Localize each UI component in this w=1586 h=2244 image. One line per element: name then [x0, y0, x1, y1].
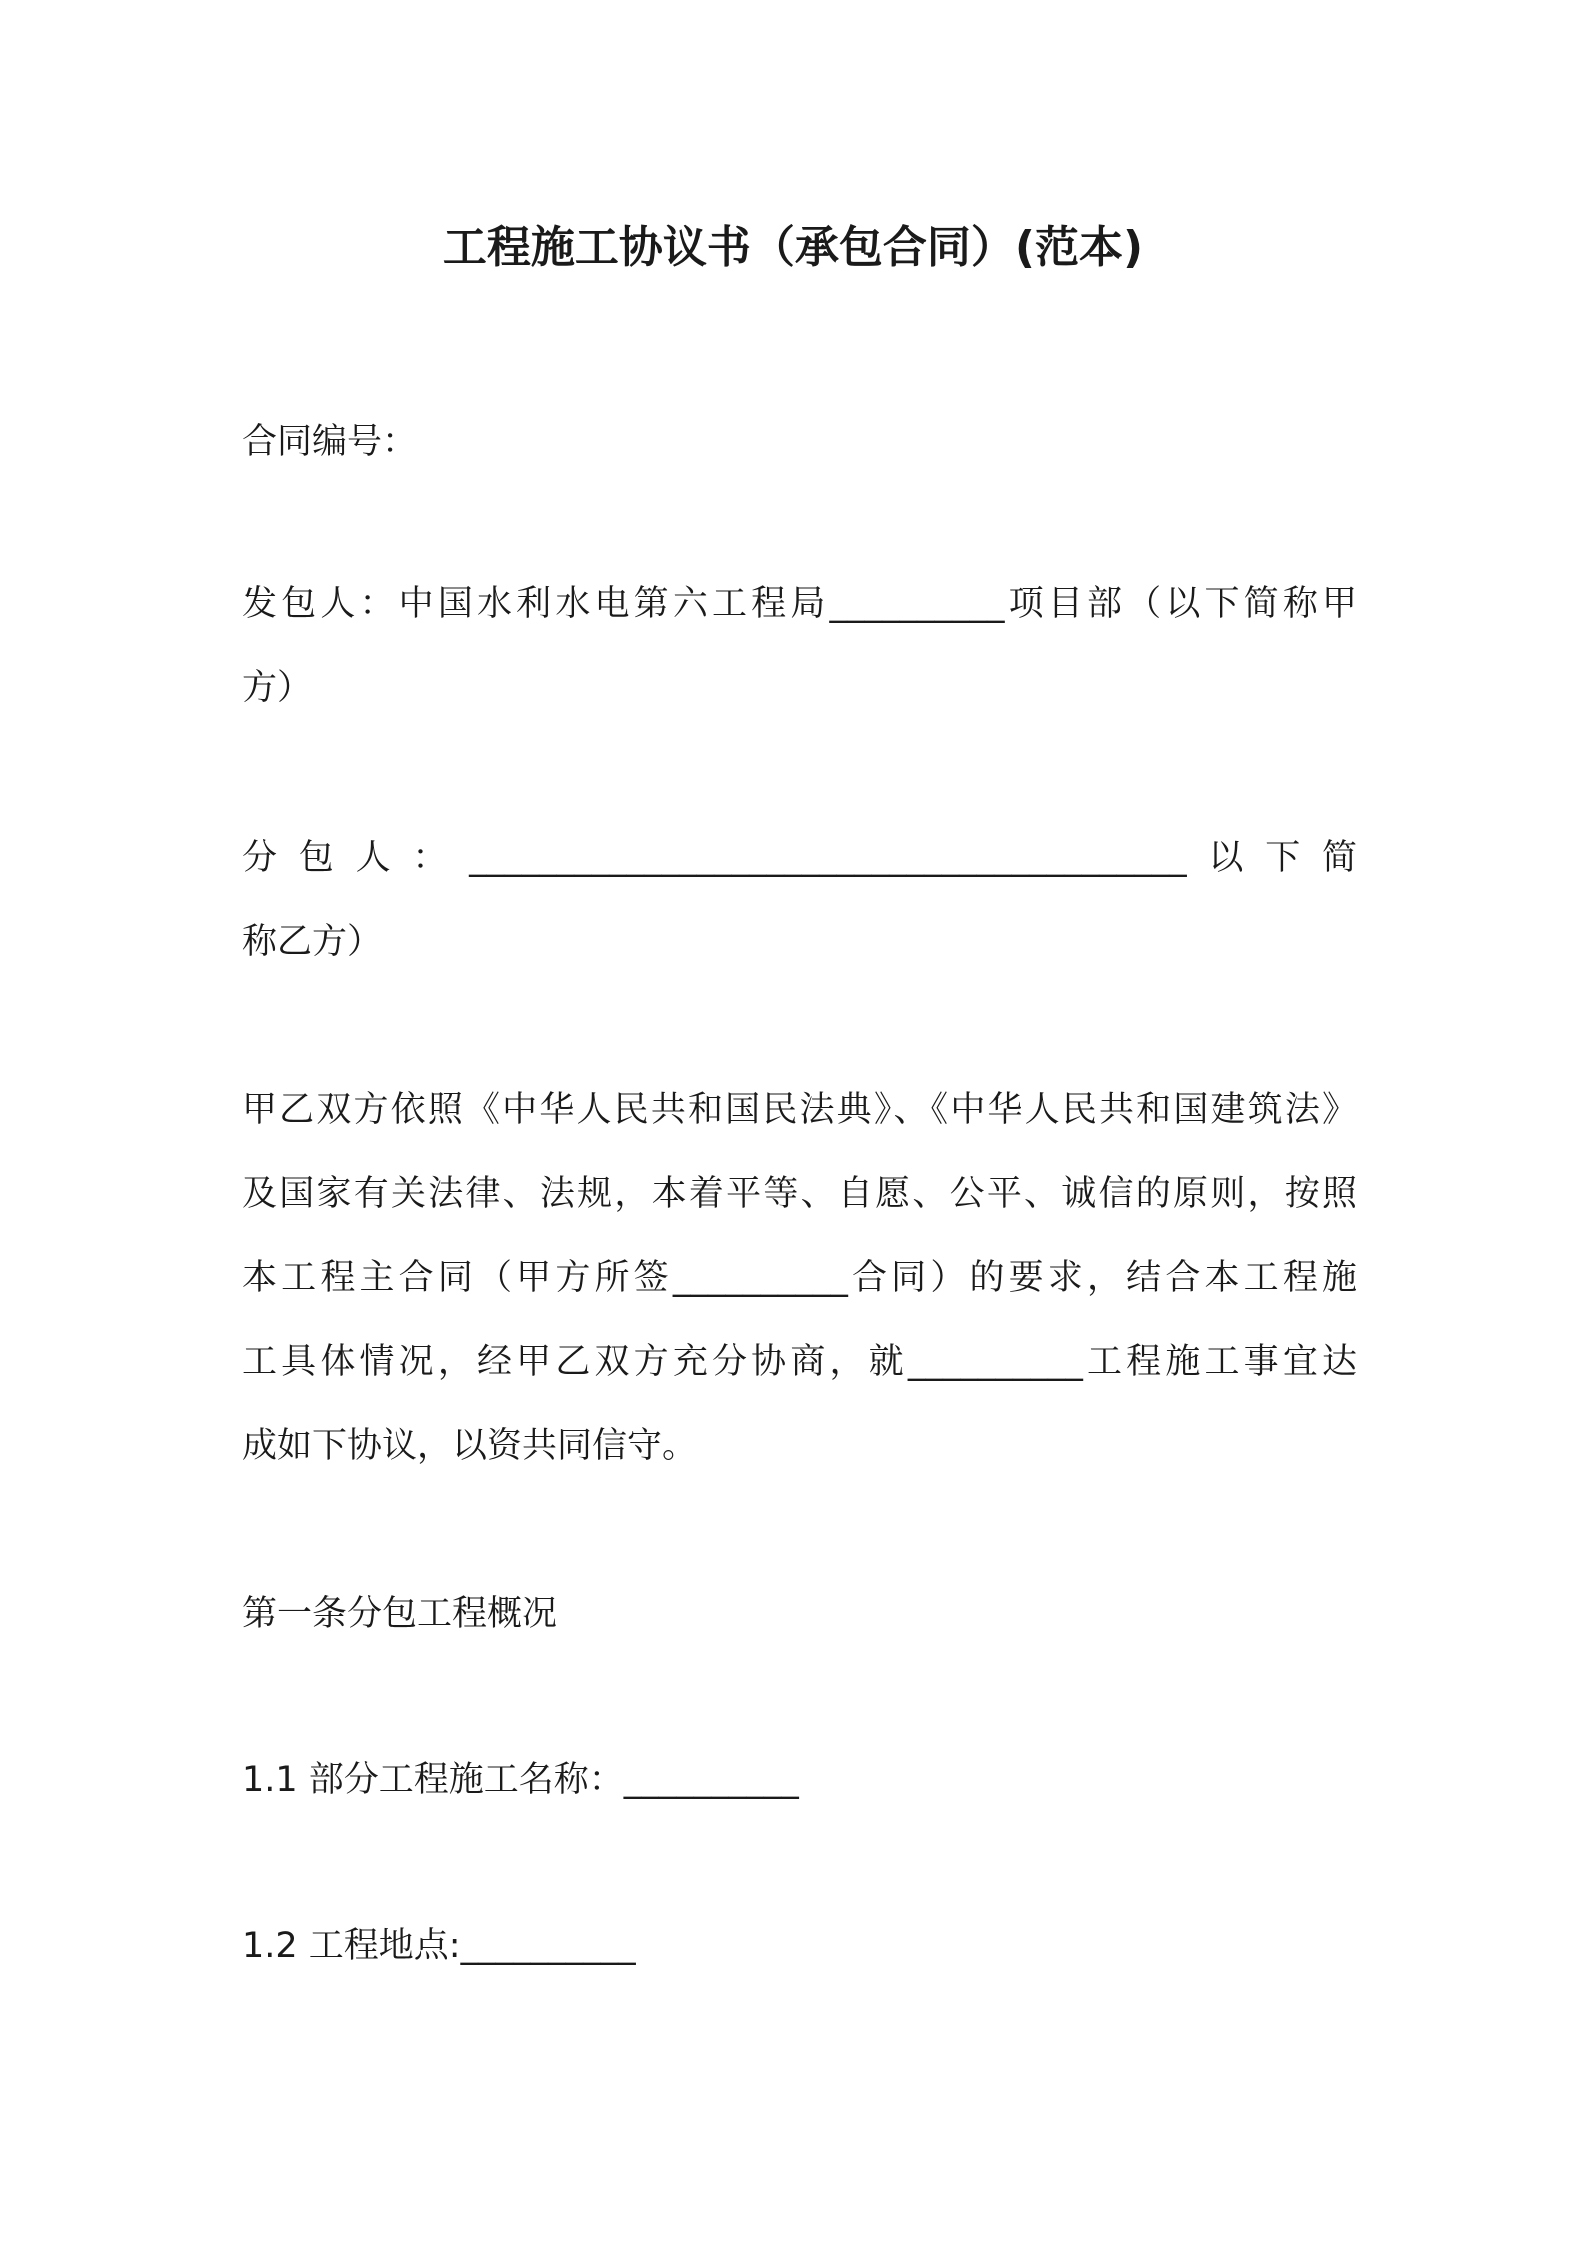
document-title: 工程施工协议书（承包合同）(范本): [442, 222, 1144, 273]
contract-number-label: [242, 400, 1357, 484]
employer-paragraph: [242, 562, 1357, 730]
article-1-heading: [242, 1572, 1357, 1656]
contract-number-text: 合同编号：: [242, 422, 418, 462]
subcontractor-paragraph: [242, 816, 1357, 984]
work-name-field: 1.1 部分工程施工名称：__________: [242, 1760, 799, 1800]
article-1-heading-text: 第一条分包工程概况: [242, 1594, 558, 1634]
employer-line-2: 方）: [242, 668, 313, 708]
article-1-item-2: [242, 1904, 1357, 1988]
article-1-item-1: [242, 1738, 1357, 1822]
preamble-paragraph: [242, 1068, 1357, 1488]
preamble-line-3: 本工程主合同（甲方所签__________合同）的要求，结合本工程施: [242, 1258, 1357, 1298]
subcontractor-line-2: 称乙方）: [242, 922, 383, 962]
employer-line-1: 发包人：中国水利水电第六工程局__________项目部（以下简称甲: [242, 584, 1357, 624]
subcontractor-line-1: 分包人：_________________________________________以下简: [242, 838, 1357, 878]
preamble-line-5: 成如下协议，以资共同信守。: [242, 1426, 698, 1466]
work-location-field: 1.2 工程地点:__________: [242, 1926, 636, 1966]
preamble-line-2: 及国家有关法律、法规，本着平等、自愿、公平、诚信的原则，按照: [242, 1174, 1357, 1214]
preamble-line-4: 工具体情况，经甲乙双方充分协商，就__________工程施工事宜达: [242, 1342, 1357, 1382]
preamble-line-1: 甲乙双方依照《中华人民共和国民法典》、《中华人民共和国建筑法》: [242, 1090, 1357, 1130]
